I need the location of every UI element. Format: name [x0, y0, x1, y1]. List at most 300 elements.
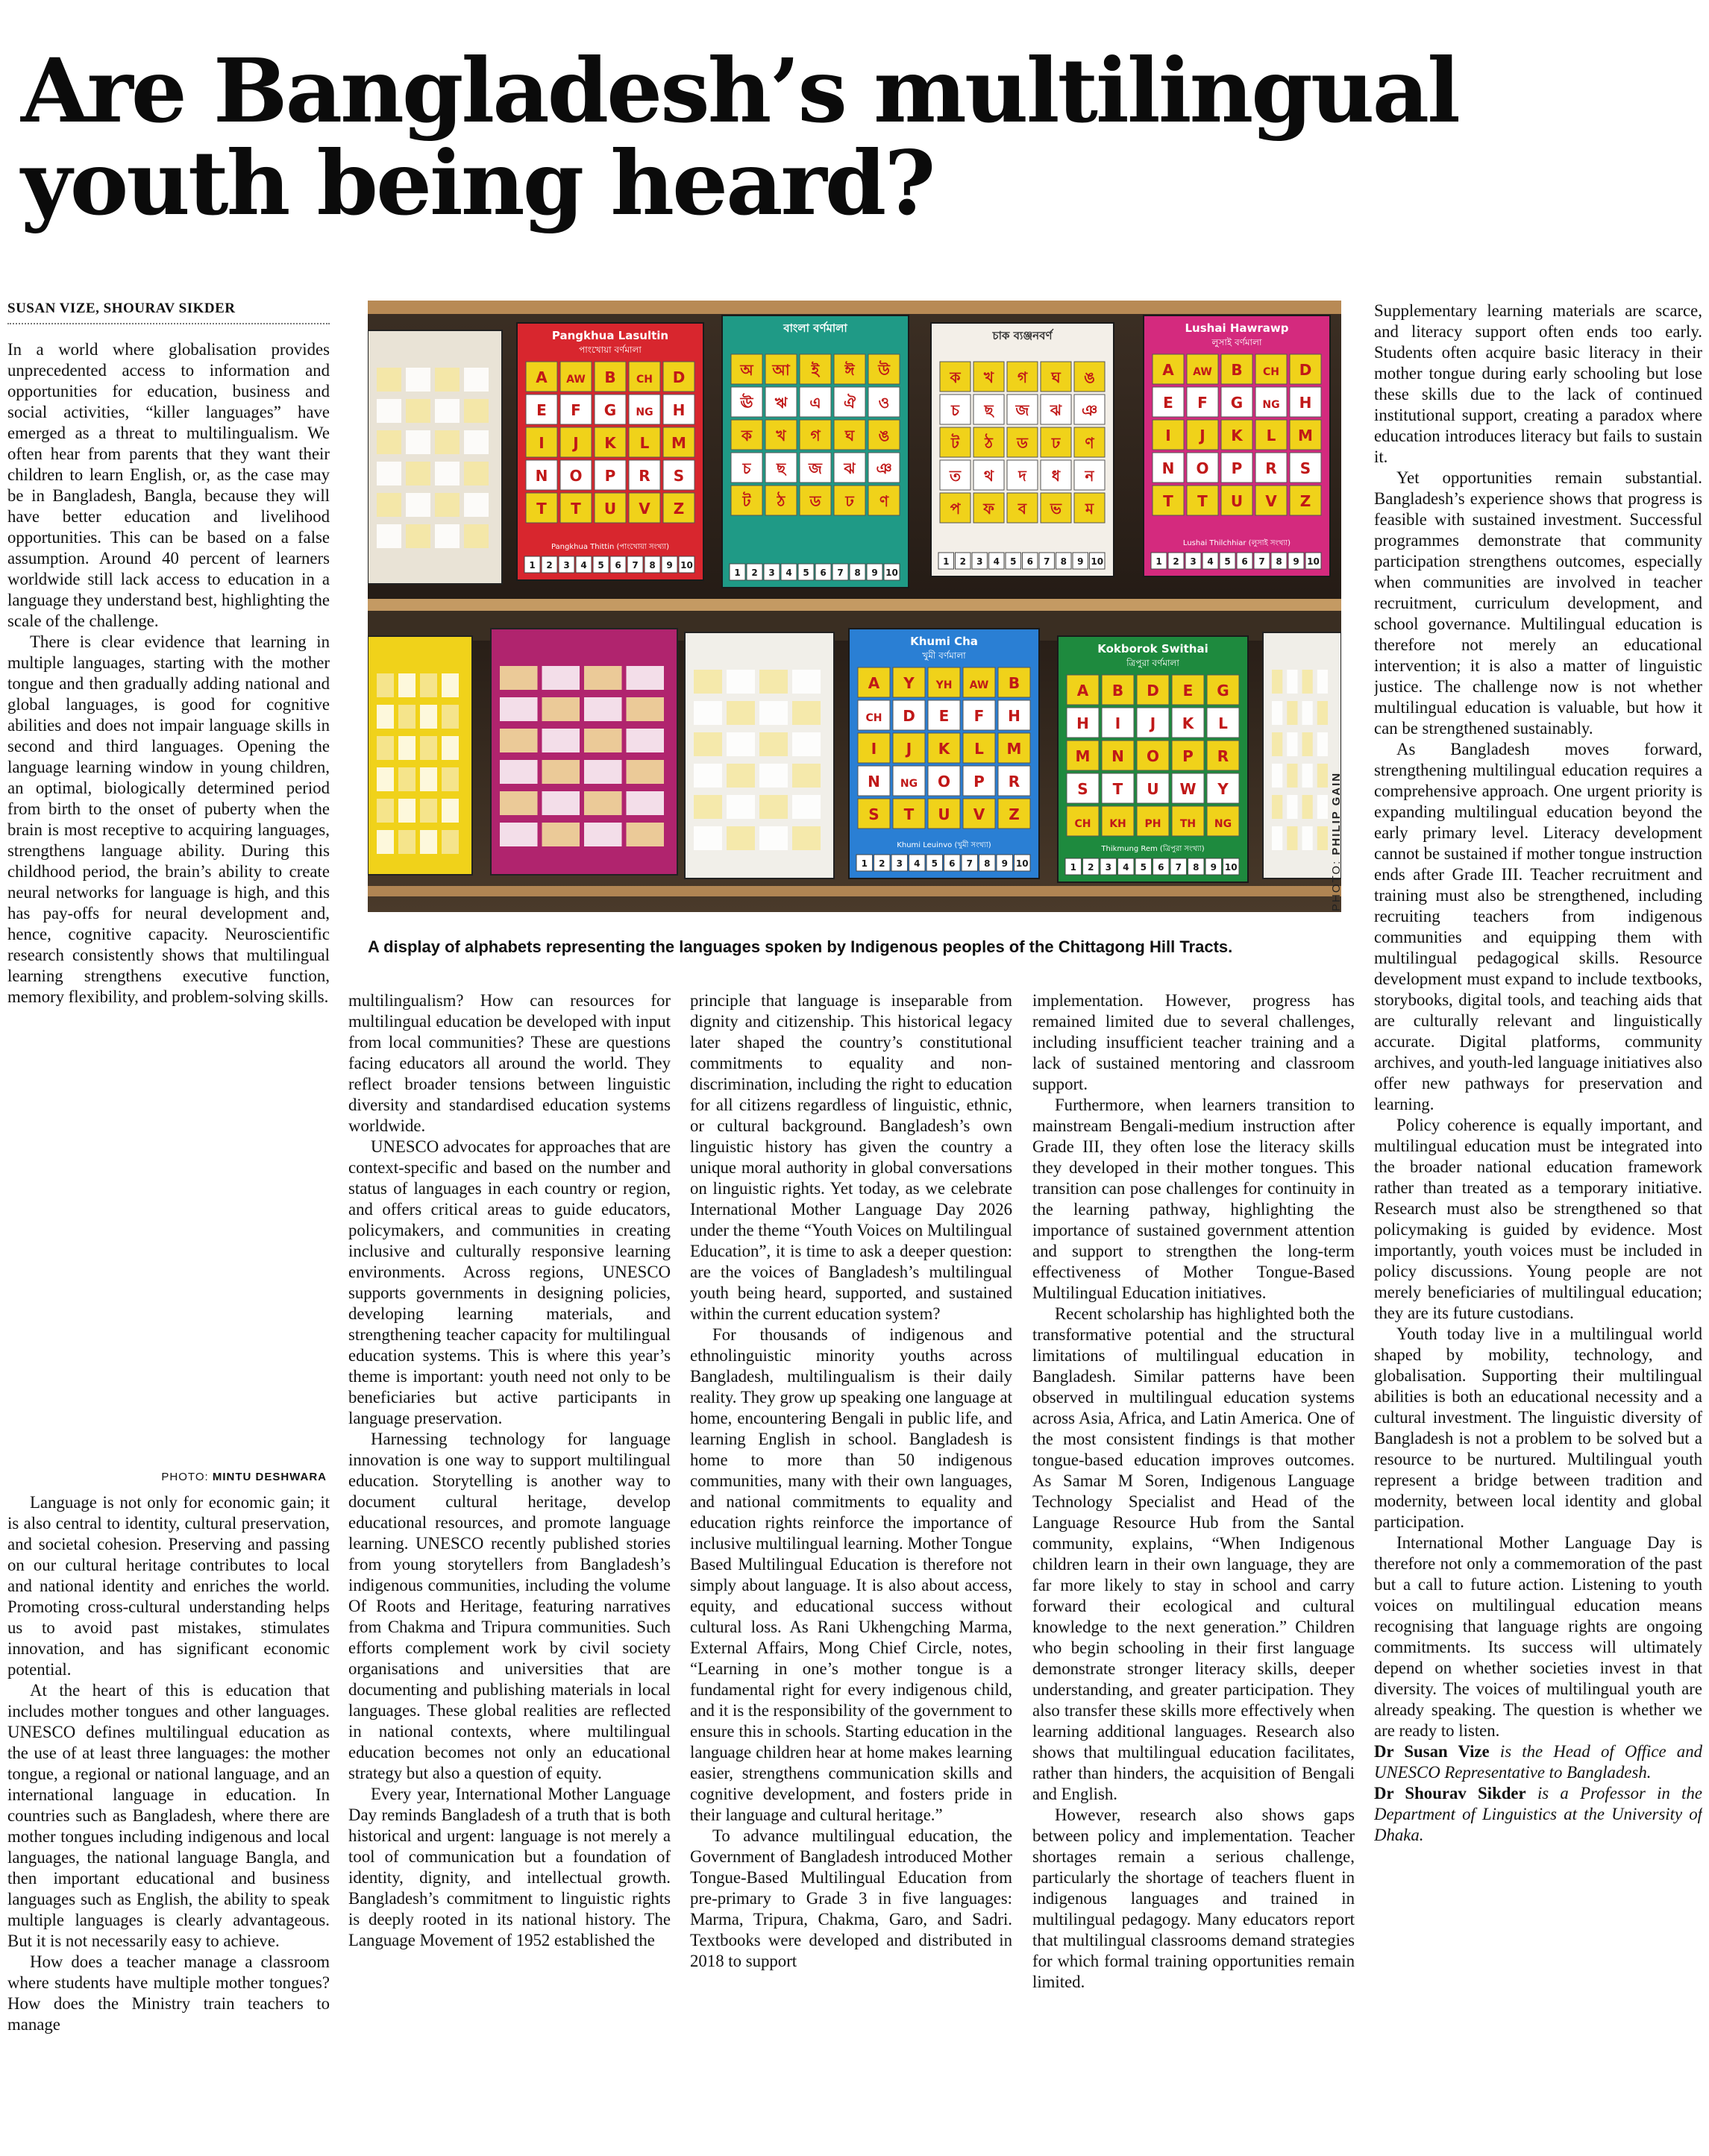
- alphabet-letter: ড: [1017, 434, 1028, 452]
- author-bio: [1374, 1783, 1702, 1846]
- alphabet-cell: [500, 666, 538, 690]
- number-label: 2: [1088, 862, 1094, 873]
- alphabet-cell: [442, 705, 459, 729]
- alphabet-letter: ঝ: [1050, 401, 1062, 419]
- alphabet-letter: খ: [983, 368, 994, 386]
- alphabet-letter: খ: [776, 427, 786, 444]
- alphabet-letter: A: [1162, 361, 1174, 379]
- chart-title: বাংলা বর্ণমালা: [783, 321, 847, 335]
- alphabet-cell: [759, 732, 788, 756]
- alphabet-cell: [1302, 701, 1313, 725]
- alphabet-cell: [1287, 670, 1297, 694]
- alphabet-cell: [500, 823, 538, 846]
- alphabet-cell: [584, 823, 622, 846]
- alphabet-cell: [1272, 670, 1282, 694]
- number-label: 7: [1175, 862, 1182, 873]
- number-label: 8: [649, 560, 656, 571]
- alphabet-letter: R: [639, 467, 650, 485]
- number-label: 9: [1077, 556, 1084, 567]
- paragraph: As Bangladesh moves forward, strengthening multilingual education requires a comprehensive approach. One urgent priority is expanding multilingual education beyond the early primary level. Literacy development cannot be sustained if mother tongue instruction ends after Grade III. Teacher recruitment and training must also be strengthened, including recruiting teachers from indigenous communities and equipping them with multilingual pedagogical skills. Resource development must expand to include textbooks, storybooks, digital tools, and teaching aids that are culturally relevant and linguistically accurate. Digital platforms, community archives, and youth-led language initiatives also offer new pathways for preservation and learning.: [1374, 740, 1702, 1113]
- alphabet-letter: YH: [935, 679, 953, 691]
- paragraph: multilingualism? How can resources for multilingual education be developed with input from local communities? These are questions facing educators all around the world. They reflect broader tensions between linguistic diversity and standardised education systems worldwide.: [348, 991, 671, 1135]
- number-label: 6: [820, 568, 827, 578]
- paragraph: UNESCO advocates for approaches that are context-specific and based on the number and status of languages in each country or region, and offers critical areas to guide educators, policymakers, and communities in creating inclusive and culturally responsive learning environments. Across regions, UNESCO supports governments in designing policies, developing learning materials, and strengthening teacher capacity for multilingual education systems. This is where this year’s theme is important: youth need not only to be beneficiaries but active participants in language preservation.: [348, 1137, 671, 1427]
- paragraph: Harnessing technology for language innovation is one way to support multilingual education. Storytelling is another way to document cultural heritage, develop educational resources, and promote language learning. UNESCO recently published stories from young storytellers from Bangladesh’s indigenous communities, including the volume Of Roots and Heritage, featuring narratives from Chakma and Tripura communities. Such efforts complement work by civil society organisations and universities that are documenting and publishing materials in local languages. These global realities are reflected in national contexts, where multilingual education becomes not only an educational strategy but also a question of equity.: [348, 1430, 671, 1782]
- alphabet-cell: [1287, 764, 1297, 788]
- number-label: 5: [1140, 862, 1147, 873]
- alphabet-letter: Z: [673, 500, 685, 518]
- chart-subtitle: খুমী বর্ণমালা: [922, 650, 966, 661]
- number-label: 6: [1158, 862, 1164, 873]
- alphabet-letter: ঊ: [740, 394, 753, 412]
- alphabet-cell: [442, 736, 459, 760]
- alphabet-letter: B: [1111, 682, 1124, 700]
- alphabet-letter: J: [1200, 427, 1205, 444]
- number-label: 10: [1307, 556, 1320, 567]
- alphabet-cell: [406, 524, 430, 548]
- alphabet-cell: [1272, 764, 1282, 788]
- chart-footer: Pangkhua Thittin (পাংখোয়া সংখ্যা): [551, 543, 670, 551]
- number-label: 10: [1224, 862, 1238, 873]
- photo-credit-philip: [1330, 772, 1343, 911]
- paragraph: For thousands of indigenous and ethnolinguistic minority youths across Bangladesh, multilingualism is their daily reality. They grow up speaking one language at home, encountering Bengali in public life, and learning English in school. Bangladesh is home to more than 50 indigenous communities, many with their own languages, and national commitments to equality and education rights reinforce the importance of inclusive multilingual learning. Mother Tongue Based Multilingual Education is therefore not simply about language. It is also about access, equity, and educational success without cultural loss. As Rani Ukhengching Marma, External Affairs, Mong Chief Circle, notes, “Learning in one’s mother tongue is a fundamental right for every indigenous child, and it is the responsibility of the government to ensure this in schools. Starting education in the language children hear at home makes learning easier, strengthens communication skills and cognitive development, and fosters pride in their language and cultural heritage.”: [690, 1325, 1012, 1824]
- alphabet-letter: M: [671, 434, 686, 452]
- alphabet-cell: [759, 701, 788, 725]
- alphabet-cell: [420, 705, 437, 729]
- author-name: Dr Shourav Sikder: [1374, 1784, 1526, 1803]
- alphabet-cell: [627, 697, 665, 721]
- alphabet-letter: ন: [1085, 467, 1094, 485]
- alphabet-cell: [1287, 795, 1297, 819]
- paragraph: Furthermore, when learners transition to mainstream Bengali-medium instruction after Grade III, they often lose the literacy skills they developed in their mother tongues. This transition can pose challenges for continuity in the learning pathway, highlighting the importance of sustained government attention and support to strengthen the long-term effectiveness of Mother Tongue-Based Multilingual Education initiatives.: [1032, 1096, 1355, 1302]
- alphabet-letter: O: [1146, 747, 1160, 765]
- number-label: 3: [1105, 862, 1111, 873]
- bamboo-pole: [368, 886, 1341, 896]
- alphabet-cell: [792, 732, 821, 756]
- alphabet-letter: ট: [951, 434, 959, 452]
- alphabet-cell: [435, 462, 460, 485]
- alphabet-letter: G: [1217, 682, 1229, 700]
- chart-title: Khumi Cha: [910, 635, 978, 648]
- alphabet-cell: [627, 760, 665, 784]
- alphabet-letter: T: [1112, 780, 1123, 798]
- alphabet-letter: O: [1196, 459, 1209, 477]
- alphabet-letter: S: [868, 805, 879, 823]
- alphabet-letter: G: [1230, 394, 1244, 412]
- alphabet-cell: [1302, 670, 1313, 694]
- number-label: 9: [1210, 862, 1217, 873]
- number-label: 10: [680, 560, 693, 571]
- alphabet-cell: [464, 493, 489, 517]
- alphabet-letter: B: [604, 368, 616, 386]
- number-label: 5: [1224, 556, 1231, 567]
- alphabet-cell: [694, 826, 722, 850]
- alphabet-letter: N: [535, 467, 548, 485]
- alphabet-letter: O: [569, 467, 583, 485]
- alphabet-letter: J: [1150, 714, 1156, 732]
- alphabet-cell: [398, 673, 416, 697]
- headline: [21, 39, 1692, 235]
- number-label: 10: [1015, 858, 1029, 869]
- alphabet-letter: দ: [1018, 467, 1026, 485]
- paragraph: implementation. However, progress has remained limited due to several challenges, including insufficient teacher training and a lack of sustained mentoring and classroom support.: [1032, 991, 1355, 1093]
- alphabet-letter: ঞ: [1081, 401, 1098, 419]
- alphabet-letter: U: [603, 500, 617, 518]
- alphabet-cell: [500, 760, 538, 784]
- alphabet-letter: ঠ: [777, 492, 785, 510]
- alphabet-letter: Z: [1009, 805, 1020, 823]
- number-label: 4: [580, 560, 587, 571]
- alphabet-letter: Y: [903, 674, 915, 692]
- number-label: 5: [931, 858, 938, 869]
- alphabet-letter: CH: [1263, 366, 1279, 378]
- alphabet-letter: L: [639, 434, 650, 452]
- alphabet-letter: M: [1006, 740, 1022, 758]
- photo-credit-label: PHOTO:: [1330, 859, 1343, 911]
- alphabet-cell: [584, 666, 622, 690]
- alphabet-letter: NG: [1262, 399, 1280, 411]
- number-label: 6: [1026, 556, 1033, 567]
- alphabet-cell: [464, 462, 489, 485]
- alphabet-letter: ঐ: [843, 394, 856, 412]
- alphabet-letter: F: [571, 401, 581, 419]
- alphabet-cell: [406, 399, 430, 423]
- alphabet-cell: [398, 705, 416, 729]
- alphabet-cell: [1317, 670, 1328, 694]
- alphabet-letter: K: [938, 740, 950, 758]
- alphabet-cell: [377, 705, 394, 729]
- alphabet-cell: [435, 524, 460, 548]
- alphabet-cell: [1287, 701, 1297, 725]
- alphabet-cell: [500, 791, 538, 815]
- alphabet-letter: ঋ: [774, 394, 788, 412]
- alphabet-cell: [1272, 795, 1282, 819]
- paragraph: International Mother Language Day is therefore not only a commemoration of the past but a call to future action. Listening to youth voices on multilingual education means recognising that language rights are ongoing commitments. Its success will ultimately depend on whether societies invest in that diversity. The voices of multilingual youth are already speaking. The question is whether we are ready to listen.: [1374, 1533, 1702, 1740]
- alphabet-letter: D: [1147, 682, 1159, 700]
- alphabet-cell: [377, 368, 401, 392]
- number-label: 8: [854, 568, 861, 578]
- alphabet-letter: ব: [1017, 500, 1027, 518]
- alphabet-letter: M: [1075, 747, 1091, 765]
- chart-title: চাক ব্যঞ্জনবর্ণ: [992, 329, 1053, 342]
- chart-title: Kokborok Swithai: [1097, 642, 1208, 656]
- alphabet-cell: [792, 795, 821, 819]
- number-label: 3: [976, 556, 983, 567]
- alphabet-letter: L: [974, 740, 984, 758]
- photo-credit-name: PHILIP GAIN: [1330, 771, 1343, 855]
- number-label: 2: [959, 556, 966, 567]
- number-label: 7: [1258, 556, 1265, 567]
- alphabet-cell: [1272, 732, 1282, 756]
- number-label: 3: [896, 858, 903, 869]
- alphabet-letter: R: [1008, 773, 1020, 791]
- number-label: 5: [1010, 556, 1017, 567]
- alphabet-letter: V: [1265, 492, 1277, 510]
- alphabet-letter: N: [1111, 747, 1124, 765]
- photo-credit-name: MINTU DESHWARA: [212, 1471, 327, 1483]
- alphabet-letter: CH: [1074, 818, 1091, 830]
- number-label: 7: [1044, 556, 1050, 567]
- alphabet-cell: [1317, 826, 1328, 850]
- alphabet-letter: L: [1266, 427, 1276, 444]
- alphabet-cell: [727, 826, 755, 850]
- alphabet-letter: ছ: [984, 401, 994, 419]
- alphabet-cell: [377, 799, 394, 823]
- alphabet-letter: I: [539, 434, 545, 452]
- number-label: 2: [751, 568, 758, 578]
- bamboo-pole: [368, 301, 1341, 314]
- alphabet-letter: ঞ: [876, 459, 892, 477]
- number-label: 1: [943, 556, 950, 567]
- number-label: 1: [1155, 556, 1162, 567]
- alphabet-letter: J: [573, 434, 579, 452]
- alphabet-letter: K: [1231, 427, 1243, 444]
- column-1-bottom: [7, 1492, 330, 2149]
- alphabet-cell: [1302, 732, 1313, 756]
- alphabet-cell: [1302, 764, 1313, 788]
- alphabet-cell: [627, 823, 665, 846]
- alphabet-letter: A: [868, 674, 880, 692]
- alphabet-letter: H: [1076, 714, 1089, 732]
- alphabet-letter: N: [868, 773, 880, 791]
- alphabet-letter: V: [639, 500, 650, 518]
- alphabet-cell: [442, 799, 459, 823]
- alphabet-cell: [406, 430, 430, 454]
- number-label: 1: [734, 568, 741, 578]
- alphabet-letter: H: [1299, 394, 1312, 412]
- alphabet-cell: [464, 368, 489, 392]
- alphabet-cell: [442, 767, 459, 791]
- paragraph: At the heart of this is education that includes mother tongues and other languages. UNESCO defines multilingual education as the use of at least three languages: the mother tongue, a regional or national language, and an international language in education. In countries such as Bangladesh, where there are mother tongues including indigenous and local languages, the national language Bangla, and then important educational and business languages such as English, the ability to speak multiple languages is clearly advantageous. But it is not necessarily easy to achieve.: [7, 1681, 330, 1950]
- alphabet-letter: T: [571, 500, 581, 518]
- paragraph: Yet opportunities remain substantial. Bangladesh’s experience shows that progress is feasible with sustained investment. Successful programmes demonstrate that community participation strengthens outcomes, especially when communities are involved in teacher recruitment, curriculum development, and school governance. Multilingual education is therefore not merely an educational intervention; it is also a matter of linguistic justice. The challenge now is not whether multilingual education is valuable, but how it can be strengthened sustainably.: [1374, 468, 1702, 738]
- alphabet-cell: [398, 736, 416, 760]
- author-description: is a Professor in the Department of Linguistics at the University of Dhaka.: [1374, 1784, 1702, 1844]
- number-label: 8: [984, 858, 991, 869]
- number-label: 1: [861, 858, 868, 869]
- alphabet-cell: [377, 524, 401, 548]
- alphabet-cell: [377, 493, 401, 517]
- alphabet-letter: AW: [566, 374, 586, 386]
- alphabet-letter: K: [1182, 714, 1194, 732]
- alphabet-cell: [792, 764, 821, 788]
- paragraph: Every year, International Mother Language Day reminds Bangladesh of a truth that is both historical and urgent: language is not merely a tool of communication but a foundation of identity, dignity, and intellectual growth. Bangladesh’s commitment to linguistic rights is deeply rooted in its national history. The Language Movement of 1952 established the: [348, 1785, 671, 1949]
- alphabet-letter: TH: [1179, 818, 1197, 830]
- alphabet-letter: M: [1298, 427, 1313, 444]
- bamboo-pole: [368, 599, 1341, 611]
- alphabet-letter: I: [1165, 427, 1171, 444]
- alphabet-letter: AW: [1193, 366, 1212, 378]
- alphabet-letter: জ: [1015, 401, 1029, 419]
- number-label: 1: [1070, 862, 1076, 873]
- alphabet-letter: E: [536, 401, 547, 419]
- alphabet-cell: [542, 791, 580, 815]
- headline-line-2: youth being heard?: [21, 131, 934, 235]
- alphabet-letter: E: [1163, 394, 1173, 412]
- alphabet-cell: [435, 493, 460, 517]
- alphabet-letter: NG: [1214, 818, 1232, 830]
- number-label: 4: [1123, 862, 1129, 873]
- alphabet-letter: ম: [1085, 500, 1094, 518]
- alphabet-letter: W: [1179, 780, 1197, 798]
- alphabet-cell: [694, 795, 722, 819]
- number-label: 9: [1001, 858, 1008, 869]
- alphabet-cell: [420, 830, 437, 854]
- alphabet-letter: N: [1161, 459, 1175, 477]
- alphabet-cell: [1302, 826, 1313, 850]
- alphabet-cell: [398, 767, 416, 791]
- alphabet-letter: F: [973, 707, 985, 725]
- alphabet-letter: D: [672, 368, 686, 386]
- alphabet-cell: [542, 697, 580, 721]
- alphabet-cell: [1272, 701, 1282, 725]
- alphabet-cell: [584, 729, 622, 752]
- paragraph: Supplementary learning materials are scarce, and literacy support often ends too early. Students often acquire basic literacy in their mother tongue during early schooling but lose these skills due to the lack of continued institutional support, creating a paradox where education introduces literacy but fails to sustain it.: [1374, 301, 1702, 466]
- author-name: Dr Susan Vize: [1374, 1742, 1490, 1761]
- chart-title: Lushai Hawrawp: [1185, 321, 1289, 335]
- alphabet-cell: [500, 697, 538, 721]
- number-label: 7: [966, 858, 973, 869]
- alphabet-cell: [727, 701, 755, 725]
- alphabet-letter: ক: [950, 368, 961, 386]
- alphabet-cell: [1317, 795, 1328, 819]
- alphabet-letter: H: [1008, 707, 1020, 725]
- number-label: 9: [871, 568, 878, 578]
- alphabet-letter: ঙ: [878, 427, 890, 444]
- alphabet-letter: A: [1076, 682, 1089, 700]
- alphabet-cell: [435, 399, 460, 423]
- alphabet-letter: B: [1231, 361, 1243, 379]
- alphabet-letter: U: [1147, 780, 1159, 798]
- alphabet-letter: Y: [1217, 780, 1229, 798]
- alphabet-letter: KH: [1109, 818, 1126, 830]
- number-label: 5: [803, 568, 809, 578]
- alphabet-cell: [1287, 732, 1297, 756]
- alphabet-letter: ণ: [879, 492, 889, 510]
- alphabet-cell: [1287, 826, 1297, 850]
- alphabet-letter: O: [937, 773, 951, 791]
- alphabet-cell: [1272, 826, 1282, 850]
- number-label: 6: [1241, 556, 1248, 567]
- alphabet-letter: Z: [1299, 492, 1311, 510]
- alphabet-cell: [1317, 701, 1328, 725]
- byline: SUSAN VIZE, SHOURAV SIKDER: [7, 301, 330, 324]
- alphabet-letter: E: [938, 707, 950, 725]
- paragraph: Policy coherence is equally important, and multilingual education must be integrated into the broader national education framework rather than treated as a temporary initiative. Research must also be strengthened so that policymaking is guided by evidence. Most importantly, youth voices must be included in policy discussions. Young people are not merely beneficiaries of multilingual education; they are its future custodians.: [1374, 1116, 1702, 1322]
- column-1-top: [7, 339, 330, 1152]
- alphabet-letter: NG: [636, 406, 653, 418]
- alphabet-cell: [542, 760, 580, 784]
- alphabet-letter: PH: [1144, 818, 1161, 830]
- alphabet-letter: B: [1008, 674, 1020, 692]
- alphabet-letter: ত: [949, 467, 962, 485]
- alphabet-cell: [759, 826, 788, 850]
- alphabet-cell: [627, 729, 665, 752]
- alphabet-letter: P: [1231, 459, 1243, 477]
- paragraph: However, research also shows gaps between policy and implementation. Teacher shortages remain a serious challenge, particularly the shortage of teachers fluent in indigenous languages and trained in multilingual pedagogy. Many educators report that multilingual classrooms demand strategies for which formal training opportunities remain limited.: [1032, 1805, 1355, 1991]
- number-label: 4: [993, 556, 1000, 567]
- alphabet-cell: [727, 670, 755, 694]
- alphabet-letter: গ: [1017, 368, 1028, 386]
- alphabet-cell: [377, 673, 394, 697]
- alphabet-cell: [1317, 764, 1328, 788]
- number-label: 4: [914, 858, 921, 869]
- alphabet-letter: ঝ: [844, 459, 856, 477]
- column-3: [690, 990, 1012, 2149]
- alphabet-letter: গ: [810, 427, 821, 444]
- alphabet-cell: [759, 795, 788, 819]
- paragraph: There is clear evidence that learning in multiple languages, starting with the mother tongue and then gradually adding national and global languages, is good for cognitive abilities and does not impair language skills in second and third languages. Opening the language learning window in young children, an optimal, biologically determined period from birth to the onset of puberty when the brain is most receptive to acquiring languages, strengthens language ability. During this childhood period, the brain’s ability to create neural networks for language is high, and this has pay-offs for neural development and, hence, cognitive capacity. Neuroscientific research consistently shows that multilingual learning strengthens executive function, memory flexibility, and problem-solving skills.: [7, 632, 330, 1006]
- number-label: 3: [563, 560, 570, 571]
- alphabet-letter: S: [1077, 780, 1088, 798]
- alphabet-letter: ঈ: [844, 361, 855, 379]
- alphabet-letter: AW: [969, 679, 989, 691]
- alphabet-cell: [377, 430, 401, 454]
- chart-subtitle: লুসাই বর্ণমালা: [1211, 337, 1262, 348]
- alphabet-cell: [420, 673, 437, 697]
- column-4: [1032, 990, 1355, 2149]
- number-label: 8: [1276, 556, 1282, 567]
- alphabet-letter: ঢ: [845, 492, 854, 510]
- number-label: 2: [546, 560, 553, 571]
- alphabet-cell: [542, 666, 580, 690]
- number-label: 8: [1060, 556, 1067, 567]
- paragraph: Language is not only for economic gain; it is also central to identity, cultural preservation, and societal cohesion. Preserving and passing on our cultural heritage contributes to local and national identity and enriches the world. Promoting cross-cultural understanding helps us to avoid past mistakes, stimulates innovation, and has significant economic potential.: [7, 1493, 330, 1679]
- number-label: 6: [615, 560, 621, 571]
- alphabet-cell: [694, 701, 722, 725]
- alphabet-letter: T: [1163, 492, 1173, 510]
- photo-caption: A display of alphabets representing the languages spoken by Indigenous peoples of the Chittagong Hill Tracts.: [368, 937, 1233, 956]
- alphabet-letter: J: [906, 740, 912, 758]
- number-label: 1: [529, 560, 536, 571]
- alphabet-letter: S: [1299, 459, 1311, 477]
- alphabet-letter: U: [938, 805, 950, 823]
- alphabet-letter: ঘ: [844, 427, 855, 444]
- chart-footer: Thikmung Rem (ত্রিপুরা সংখ্যা): [1101, 845, 1205, 853]
- alphabet-cell: [442, 673, 459, 697]
- alphabet-letter: অ: [740, 361, 753, 379]
- column-5: [1374, 301, 1702, 2149]
- alphabet-letter: T: [903, 805, 915, 823]
- number-label: 7: [837, 568, 844, 578]
- alphabet-letter: ই: [811, 361, 820, 379]
- chart-footer: Lushai Thilchhiar (লুসাই সংখ্যা): [1182, 539, 1291, 547]
- alphabet-letter: ড: [809, 492, 821, 510]
- alphabet-cell: [464, 524, 489, 548]
- alphabet-cell: [542, 729, 580, 752]
- chart-subtitle: ত্রিপুরা বর্ণমালা: [1126, 658, 1179, 668]
- alphabet-letter: ছ: [776, 459, 786, 477]
- alphabet-cell: [435, 430, 460, 454]
- alphabet-letter: P: [1182, 747, 1194, 765]
- alphabet-letter: R: [1217, 747, 1229, 765]
- number-label: 9: [1293, 556, 1299, 567]
- alphabet-cell: [694, 670, 722, 694]
- number-label: 7: [632, 560, 639, 571]
- alphabet-letter: S: [673, 467, 685, 485]
- alphabet-letter: CH: [865, 712, 882, 724]
- alphabet-letter: U: [1230, 492, 1244, 510]
- alphabet-cell: [759, 670, 788, 694]
- alphabet-letter: জ: [809, 459, 822, 477]
- alphabet-charts-illustration: [368, 301, 1341, 912]
- paragraph: How does a teacher manage a classroom where students have multiple mother tongues? How does the Ministry train teachers to manage: [7, 1952, 330, 2034]
- alphabet-letter: F: [1197, 394, 1208, 412]
- alphabet-letter: আ: [772, 361, 790, 379]
- number-label: 4: [785, 568, 792, 578]
- alphabet-letter: G: [603, 401, 617, 419]
- alphabet-cell: [627, 791, 665, 815]
